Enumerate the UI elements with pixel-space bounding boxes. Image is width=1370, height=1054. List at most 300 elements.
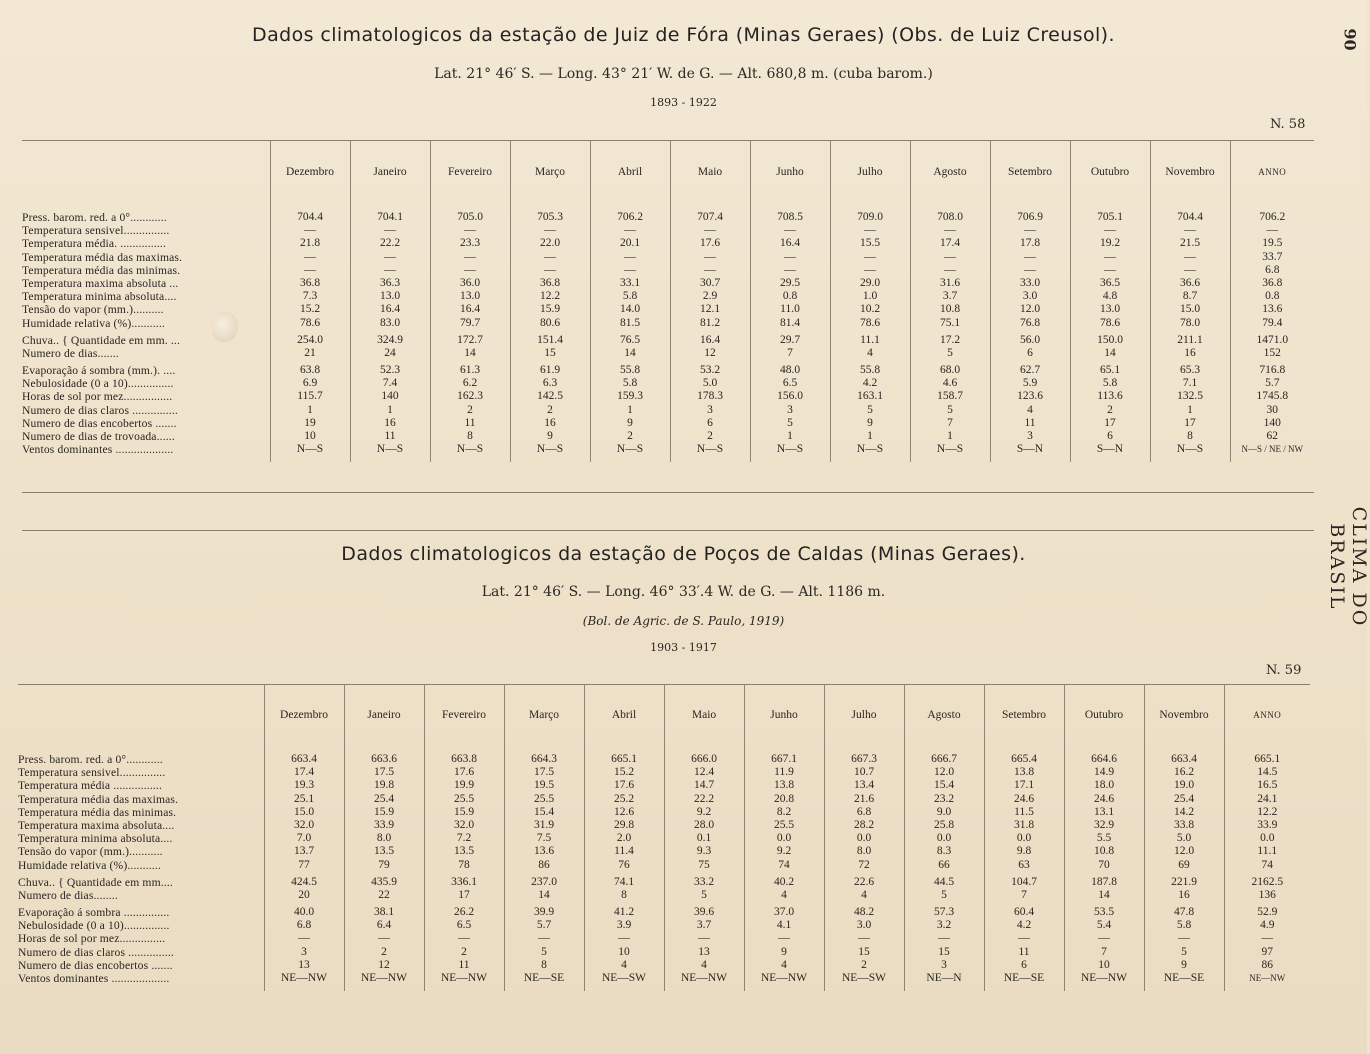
table2-cell: 435.9 (371, 875, 397, 888)
table2-cell: 15.9 (373, 805, 395, 818)
table1-cell: 81.2 (699, 316, 721, 329)
table1-row-label: Numero de dias claros ............... (22, 403, 178, 417)
table1-cell: 123.6 (1017, 390, 1043, 403)
table2-cell: 14.7 (693, 779, 715, 792)
table1-cell: 22.0 (539, 237, 561, 250)
table1-cell: 30.7 (699, 276, 721, 289)
table2-cell: 12.0 (933, 766, 955, 779)
table1-cell: 2.9 (702, 290, 718, 303)
table2-cell: 7.5 (536, 832, 552, 845)
table2-cell: 0.0 (936, 832, 952, 845)
table2-cell: 13.5 (373, 845, 395, 858)
table1-cell: 33.7 (1262, 250, 1283, 263)
table2-cell: 12.4 (693, 766, 715, 779)
table1-cell: 36.8 (299, 276, 321, 289)
table1-cell: N—S (296, 443, 324, 456)
table1-cell: 1 (627, 403, 633, 416)
table1-cell: 142.5 (537, 390, 563, 403)
table1-cell: 16.4 (699, 333, 721, 346)
table1-cell: S—N (1016, 443, 1044, 456)
table2-cell: 11 (1018, 945, 1030, 958)
table1-cell: 78.6 (859, 316, 881, 329)
table1-cell: — (864, 263, 876, 276)
table1-cell: 705.0 (457, 211, 483, 223)
table1-cell: N—S (696, 443, 724, 456)
table2-cell: 40.2 (773, 875, 795, 888)
table1-cell: — (1024, 224, 1036, 237)
table2-row-label: Horas de sol por mez............... (18, 932, 166, 946)
table2-col-header: Agosto (904, 685, 984, 745)
table2-cell: 4.9 (1260, 919, 1275, 932)
paper-stain (212, 312, 238, 342)
table2-row-label: Tensão do vapor (mm.)........... (18, 845, 163, 859)
table2-data-column (1224, 745, 1310, 991)
table1-cell: N—S (1176, 443, 1204, 456)
table1-cell: 61.9 (539, 364, 561, 377)
table1-cell: 17.8 (1019, 237, 1041, 250)
table2-cell: 136 (1258, 888, 1276, 901)
table2-cell: 663.8 (451, 753, 477, 765)
table2-cell: 9.2 (696, 805, 712, 818)
table1-col-header: Fevereiro (430, 141, 510, 203)
running-head: CLIMA DO BRASIL (1326, 506, 1370, 628)
table1-col-header: Novembro (1150, 141, 1230, 203)
table2-cell: 9 (1181, 958, 1187, 971)
table2-cell: 4.2 (1016, 919, 1032, 932)
table1-cell: 24 (384, 346, 396, 359)
table2-data-column (264, 745, 344, 991)
table1-cell: 5.9 (1022, 377, 1038, 390)
table1-cell: — (1184, 250, 1196, 263)
table2-cell: 6.5 (456, 919, 472, 932)
table1-cell: 159.3 (617, 390, 643, 403)
table1-cell: — (864, 224, 876, 237)
table2-cell: 79 (378, 858, 390, 871)
table2-cell: 25.2 (613, 792, 635, 805)
table2-header-row (18, 685, 1310, 745)
table1-cell: 21.5 (1179, 237, 1201, 250)
table2-cell: 0.0 (776, 832, 792, 845)
table2-data-column (984, 745, 1064, 991)
table2-cell: 0.0 (1260, 832, 1275, 845)
table1-cell: 6.8 (1265, 263, 1280, 276)
table2-cell: 17.5 (533, 766, 555, 779)
table2-row-label: Numero de dias........ (18, 888, 118, 902)
table2-cell: 7 (1021, 888, 1027, 901)
table2-cell: 60.4 (1013, 906, 1035, 919)
table2-cell: 74.1 (613, 875, 635, 888)
table1-cell: 162.3 (457, 390, 483, 403)
table2-cell: 25.1 (293, 792, 315, 805)
table1-col-header: Dezembro (270, 141, 350, 203)
table1-cell: N—S (376, 443, 404, 456)
table1-cell: 705.1 (1097, 211, 1123, 223)
table2-cell: 664.3 (531, 753, 557, 765)
table1-data-column (830, 203, 910, 462)
table1-cell: 11.0 (780, 303, 800, 316)
table2-cell: 53.5 (1093, 906, 1115, 919)
table2-row-label: Temperatura minima absoluta.... (18, 832, 173, 846)
table2-cell: 7 (1101, 945, 1107, 958)
table1-cell: 132.5 (1177, 390, 1203, 403)
table1-cell: 704.4 (1177, 211, 1203, 223)
table2-cell: 15 (938, 945, 950, 958)
table2-cell: 0.0 (1016, 832, 1032, 845)
table2-cell: 38.1 (373, 906, 395, 919)
table1-cell: — (464, 224, 476, 237)
table1-cell: 3 (707, 403, 713, 416)
table2-title: Dados climatologicos da estação de Poços de Caldas (Minas Geraes). (341, 543, 1026, 565)
table2-period: 1903 - 1917 (650, 641, 717, 654)
table2-cell: 5 (941, 888, 947, 901)
table1-cell: 81.5 (619, 316, 641, 329)
table1-row-label: Temperatura média. ............... (22, 237, 167, 251)
table1-row-label: Evaporação á sombra (mm.). .... (22, 364, 176, 378)
table1-cell: 7 (787, 346, 793, 359)
table2-row-label: Temperatura média das minimas. (18, 805, 177, 819)
table1-col-header: Julho (830, 141, 910, 203)
table1-cell: — (384, 250, 396, 263)
table2-cell: 4.1 (776, 919, 792, 932)
table1-row-label: Temperatura média das minimas. (22, 263, 181, 277)
table1-cell: 10 (304, 430, 316, 442)
table2-cell: NE—NW (1249, 973, 1286, 983)
table1-cell: 36.8 (539, 276, 561, 289)
table2-cell: 5.4 (1096, 919, 1112, 932)
table2-row-label: Chuva.. { Quantidade em mm.... (18, 875, 173, 889)
table1-cell: 19.2 (1099, 237, 1121, 250)
table2-cell: 31.9 (533, 818, 555, 831)
table1-cell: 163.1 (857, 390, 883, 403)
table2-cell: 8.0 (376, 832, 392, 845)
table1-cell: 1 (1187, 403, 1193, 416)
table2-cell: 665.4 (1011, 753, 1037, 765)
table1-data-column (430, 203, 510, 462)
table1-cell: 17.6 (699, 237, 721, 250)
table2-cell: NE—SE (1163, 972, 1205, 984)
table1-cell: 16 (544, 416, 556, 429)
table2-cell: 15.4 (933, 779, 955, 792)
table2-cell: 2 (861, 958, 867, 971)
table1-cell: 8 (467, 430, 473, 442)
table1-cell: 6.5 (782, 377, 798, 390)
table2-cell: 14 (538, 888, 550, 901)
table2-col-header: Dezembro (264, 685, 344, 745)
table1-cell: 1745.8 (1256, 390, 1289, 403)
table2-cell: — (1261, 932, 1273, 945)
table2-col-header: Julho (824, 685, 904, 745)
table1-cell: 9 (547, 430, 553, 442)
table1-cell: 16.4 (459, 303, 481, 316)
table1-row-label: Numero de dias....... (22, 346, 119, 360)
table2-cell: 17.6 (613, 779, 635, 792)
table2-cell: 12.2 (1257, 805, 1278, 818)
table2-cell: 15.0 (293, 805, 315, 818)
table1-cell: 7.4 (382, 377, 398, 390)
table1-period: 1893 - 1922 (650, 96, 717, 109)
table2-cell: 32.0 (453, 818, 475, 831)
table1-cell: 178.3 (697, 390, 723, 403)
table2-cell: 86 (1261, 958, 1273, 971)
table1-row-label: Temperatura média das maximas. (22, 250, 183, 264)
table2-cell: 17.4 (293, 766, 315, 779)
table1-cell: 4.8 (1102, 290, 1118, 303)
table1-cell: 63.8 (299, 364, 321, 377)
table1-cell: — (1266, 224, 1278, 237)
table2-cell: NE—NW (441, 972, 487, 984)
table2-cell: 2 (381, 945, 387, 958)
table1-cell: 12 (704, 346, 716, 359)
table1-data-column (590, 203, 670, 462)
table2-cell: 237.0 (531, 875, 557, 888)
table1-cell: 16 (1184, 346, 1196, 359)
table1-cell: 55.8 (859, 364, 881, 377)
table2-cell: 22 (378, 888, 390, 901)
table1-cell: 29.0 (859, 276, 881, 289)
table1-row-label: Horas de sol por mez................ (22, 390, 173, 404)
table1-cell: 152 (1263, 346, 1281, 359)
table2-cell: 5.0 (1176, 832, 1192, 845)
table2-cell: 31.8 (1013, 818, 1035, 831)
table1-cell: 4.2 (862, 377, 878, 390)
table1-row-label: Nebulosidade (0 a 10)............... (22, 377, 174, 391)
table1-cell: 11 (464, 416, 476, 429)
table1-cell: 68.0 (939, 364, 961, 377)
table2-cell: 424.5 (291, 875, 317, 888)
table1-cell: 17.4 (939, 237, 961, 250)
table2-cell: 4 (701, 958, 707, 971)
table1-row-label: Press. barom. red. a 0°............ (22, 211, 167, 224)
table1-cell: N—S / NE / NW (1241, 444, 1303, 455)
table2-cell: 15.9 (453, 805, 475, 818)
table2-cell: 663.4 (291, 753, 317, 765)
table2-cell: 3.0 (856, 919, 872, 932)
table1-cell: 65.1 (1099, 364, 1121, 377)
table1-data-column (750, 203, 830, 462)
table2-cell: 66 (938, 858, 950, 871)
table1-cell: 36.6 (1179, 276, 1201, 289)
table2-cell: 19.8 (373, 779, 395, 792)
table1-cell: 2 (467, 403, 473, 416)
table1-cell: 79.4 (1262, 316, 1283, 329)
table2-cell: 9.3 (696, 845, 712, 858)
table2-cell: 12.0 (1173, 845, 1195, 858)
table2-cell: 18.0 (1093, 779, 1115, 792)
table1-cell: N—S (456, 443, 484, 456)
table2-cell: 4 (781, 888, 787, 901)
table1-col-header: ANNO (1230, 141, 1314, 203)
table1-cell: 15.5 (859, 237, 881, 250)
table2-cell: 6.8 (856, 805, 872, 818)
table1-col-header: Março (510, 141, 590, 203)
table1-cell: 4.6 (942, 377, 958, 390)
table2-cell: 13.4 (853, 779, 875, 792)
table1-cell: 156.0 (777, 390, 803, 403)
table2-cell: 23.2 (933, 792, 955, 805)
table1-cell: — (704, 263, 716, 276)
table2 (18, 685, 1310, 991)
table2-cell: 8.2 (776, 805, 792, 818)
table1-cell: — (544, 263, 556, 276)
table1-cell: 8.7 (1182, 290, 1198, 303)
table2-cell: NE—NW (1081, 972, 1127, 984)
table1-cell: N—S (936, 443, 964, 456)
table2-row-label: Ventos dominantes ................... (18, 972, 170, 985)
table2-data-column (584, 745, 664, 991)
table1-cell: 62 (1266, 430, 1278, 442)
table1-cell: — (864, 250, 876, 263)
table2-cell: 75 (698, 858, 710, 871)
table1-row-label: Ventos dominantes ................... (22, 443, 174, 457)
table1-cell: — (544, 250, 556, 263)
table1-cell: 6.2 (462, 377, 478, 390)
table1-cell: 6 (707, 416, 713, 429)
table1-cell: — (464, 250, 476, 263)
table1-cell: 61.3 (459, 364, 481, 377)
table2-cell: 13.1 (1093, 805, 1115, 818)
table2-cell: 666.0 (691, 753, 717, 765)
table1-cell: 1 (947, 430, 953, 442)
table2-cell: 9 (781, 945, 787, 958)
table2-cell: 13 (698, 945, 710, 958)
table2-cell: 336.1 (451, 875, 477, 888)
table2-cell: 78 (458, 858, 470, 871)
table2-col-header: Março (504, 685, 584, 745)
table1-cell: 5.0 (702, 377, 718, 390)
table2-cell: 14.5 (1257, 766, 1278, 779)
table1-cell: 1 (387, 403, 393, 416)
table2-col-header: Setembro (984, 685, 1064, 745)
table1-cell: 1.0 (862, 290, 878, 303)
table2-cell: 5 (541, 945, 547, 958)
table2-cell: NE—NW (361, 972, 407, 984)
table2-cell: 32.9 (1093, 818, 1115, 831)
table2-row-label: Temperatura maxima absoluta.... (18, 818, 175, 832)
table1-cell: — (1184, 263, 1196, 276)
table2-cell: 11.4 (614, 845, 634, 858)
table2-cell: NE—NW (761, 972, 807, 984)
table1-col-header: Maio (670, 141, 750, 203)
table2-cell: 4 (621, 958, 627, 971)
table2-cell: 74 (778, 858, 790, 871)
table2-cell: 8 (621, 888, 627, 901)
table2-cell: 5.5 (1096, 832, 1112, 845)
table1-cell: 2 (707, 430, 713, 442)
table2-data-column (904, 745, 984, 991)
table1-cell: 13.6 (1262, 303, 1283, 316)
table1-row-label: Temperatura maxima absoluta ... (22, 276, 179, 290)
table2-data-column (344, 745, 424, 991)
table2-row-label: Evaporação á sombra ............... (18, 906, 170, 920)
table1-cell: — (704, 224, 716, 237)
table1-cell: 15.0 (1179, 303, 1201, 316)
table1-cell: 19 (304, 416, 316, 429)
table2-cell: 25.4 (373, 792, 395, 805)
table1-cell: 23.3 (459, 237, 481, 250)
table2-cell: 28.2 (853, 818, 875, 831)
table2-cell: 63 (1018, 858, 1030, 871)
table1-data-column (270, 203, 350, 462)
table2-cell: 13.6 (533, 845, 555, 858)
table2-cell: 32.0 (293, 818, 315, 831)
table1-cell: — (384, 263, 396, 276)
table1-cell: — (784, 250, 796, 263)
table2-cell: 20.8 (773, 792, 795, 805)
table2-cell: 9.2 (776, 845, 792, 858)
table2-col-header: Novembro (1144, 685, 1224, 745)
table1-cell: 11 (384, 430, 396, 442)
table1-location: Lat. 21° 46′ S. — Long. 43° 21′ W. de G. — Alt. 680,8 m. (cuba barom.) (434, 66, 933, 82)
table2-cell: 70 (1098, 858, 1110, 871)
table1-cell: 704.1 (377, 211, 403, 223)
table2-cell: 8 (541, 958, 547, 971)
table2-cell: NE—NW (681, 972, 727, 984)
table2-cell: 665.1 (611, 753, 637, 765)
table1-cell: 708.0 (937, 211, 963, 223)
table2-cell: 5.8 (1176, 919, 1192, 932)
table1-cell: 36.3 (379, 276, 401, 289)
table2-cell: 665.1 (1254, 753, 1281, 765)
table2-cell: 667.1 (771, 753, 797, 765)
table1-cell: 2 (627, 430, 633, 442)
table1-cell: 79.7 (459, 316, 481, 329)
table2-cell: 15.2 (613, 766, 635, 779)
table2-cell: 2162.5 (1251, 875, 1284, 888)
table2-cell: 16 (1178, 888, 1190, 901)
table2-row-label: Temperatura média das maximas. (18, 792, 179, 806)
table2-cell: 16.2 (1173, 766, 1195, 779)
table1-cell: 6.3 (542, 377, 558, 390)
table2-cell: — (938, 932, 950, 945)
table1-cell: 158.7 (937, 390, 963, 403)
table1-cell: 15.9 (539, 303, 561, 316)
table2-row-label: Temperatura sensivel............... (18, 766, 166, 780)
table2-cell: 41.2 (613, 906, 635, 919)
table2-row-label: Numero de dias claros ............... (18, 945, 174, 959)
table1-cell: 5 (867, 403, 873, 416)
table1-cell: 3.7 (942, 290, 958, 303)
table2-cell: 667.3 (851, 753, 877, 765)
table2-cell: 11.5 (1014, 805, 1034, 818)
table1-cell: 12.2 (539, 290, 561, 303)
table1-cell: 705.3 (537, 211, 563, 223)
table1-cell: 17 (1184, 416, 1196, 429)
table1-cell: — (624, 263, 636, 276)
table1-row-label: Temperatura sensivel............... (22, 224, 170, 238)
table2-cell: 0.1 (696, 832, 712, 845)
table1-cell: 0.8 (782, 290, 798, 303)
table2-cell: 14.9 (1093, 766, 1115, 779)
table1-cell: 75.1 (939, 316, 961, 329)
table2-cell: 10 (1098, 958, 1110, 971)
table1-cell: — (304, 224, 316, 237)
table2-cell: 25.5 (453, 792, 475, 805)
table2-cell: — (618, 932, 630, 945)
table1-cell: 78.0 (1179, 316, 1201, 329)
table2-cell: 0.0 (856, 832, 872, 845)
table1-data-column (1150, 203, 1230, 462)
table1-cell: 4 (1027, 403, 1033, 416)
table1-cell: 19.5 (1262, 237, 1283, 250)
table2-cell: NE—SW (841, 972, 887, 984)
table1-cell: N—S (536, 443, 564, 456)
table1-number: N. 58 (1270, 117, 1306, 132)
table2-cell: 24.6 (1093, 792, 1115, 805)
table1-row-label: Chuva.. { Quantidade em mm. ... (22, 333, 181, 347)
table2-source: (Bol. de Agric. de S. Paulo, 1919) (582, 614, 785, 628)
table1-cell: 14 (464, 346, 476, 359)
table1-cell: 12.1 (699, 303, 721, 316)
